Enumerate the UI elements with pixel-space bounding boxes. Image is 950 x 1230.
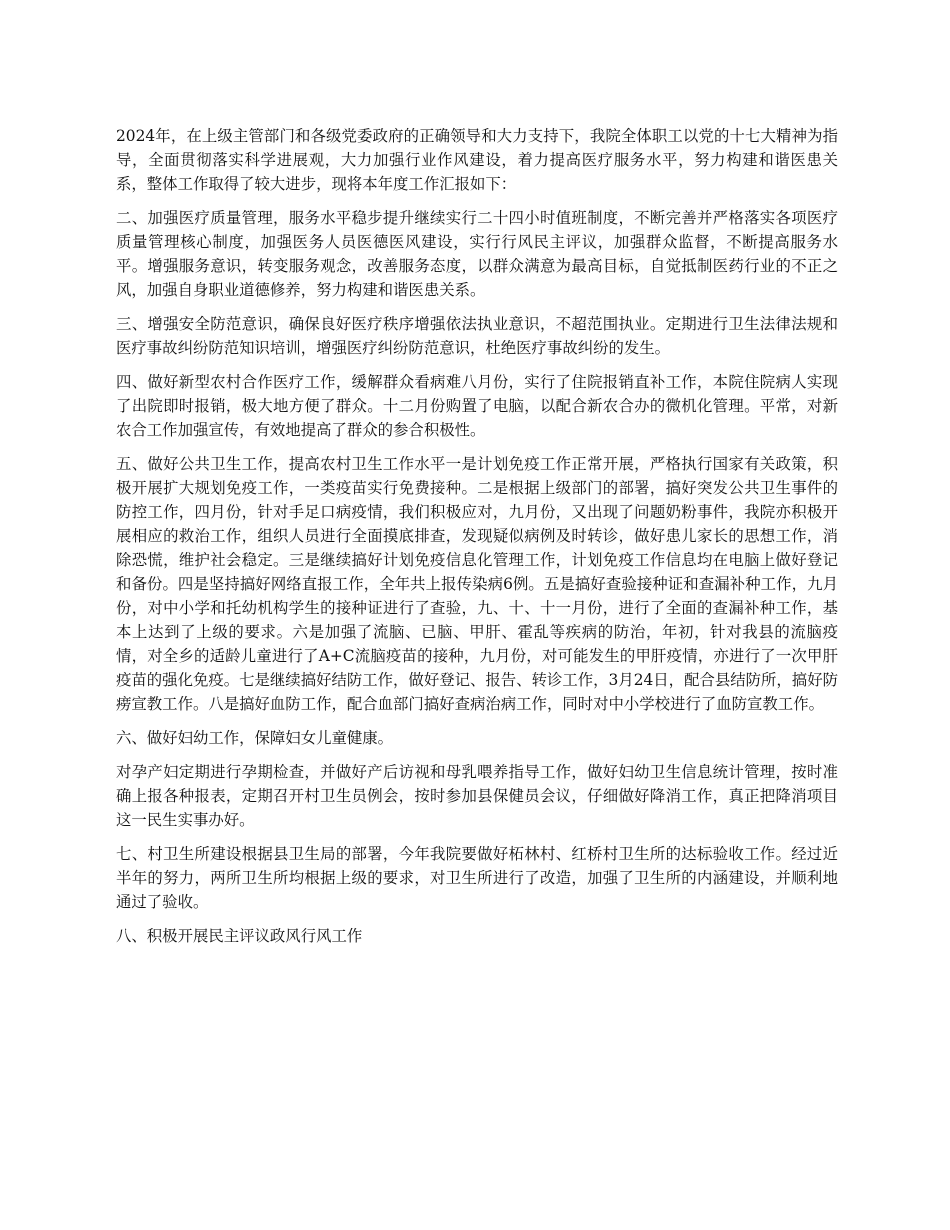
- section-8-heading: 八、积极开展民主评议政风行风工作: [116, 927, 363, 945]
- section-3-paragraph: 三、增强安全防范意识，确保良好医疗秩序增强依法执业意识，不超范围执业。定期进行卫生法律法规和医疗事故纠纷防范知识培训，增强医疗纠纷防范意识，杜绝医疗事故纠纷的发生。: [116, 315, 838, 357]
- document-body: [116, 124, 838, 958]
- section-6-paragraph: 对孕产妇定期进行孕期检查，并做好产后访视和母乳喂养指导工作，做好妇幼卫生信息统计管理，按时准确上报各种报表，定期召开村卫生员例会，按时参加县保健员会议，仔细做好降消工作，真正把降消项目这一民生实事办好。: [116, 763, 838, 829]
- section-2-paragraph: 二、加强医疗质量管理，服务水平稳步提升继续实行二十四小时值班制度，不断完善并严格落实各项医疗质量管理核心制度，加强医务人员医德医风建设，实行行风民主评议，加强群众监督，不断提高服务水平。增强服务意识，转变服务观念，改善服务态度，以群众满意为最高目标，自觉抵制医药行业的不正之风，加强自身职业道德修养，努力构建和谐医患关系。: [116, 209, 838, 299]
- section-6-heading: 六、做好妇幼工作，保障妇女儿童健康。: [116, 729, 394, 747]
- section-7-paragraph: 七、村卫生所建设根据县卫生局的部署，今年我院要做好柘林村、红桥村卫生所的达标验收工作。经过近半年的努力，两所卫生所均根据上级的要求，对卫生所进行了改造，加强了卫生所的内涵建设，并顺利地通过了验收。: [116, 845, 838, 911]
- intro-paragraph: 2024年，在上级主管部门和各级党委政府的正确领导和大力支持下，我院全体职工以党的十七大精神为指导，全面贯彻落实科学进展观，大力加强行业作风建设，着力提高医疗服务水平，努力构建和谐医患关系，整体工作取得了较大进步，现将本年度工作汇报如下：: [116, 127, 838, 193]
- section-5-paragraph: 五、做好公共卫生工作，提高农村卫生工作水平一是计划免疫工作正常开展，严格执行国家有关政策，积极开展扩大规划免疫工作，一类疫苗实行免费接种。二是根据上级部门的部署，搞好突发公共卫生事件的防控工作，四月份，针对手足口病疫情，我们积极应对，九月份，又出现了问题奶粉事件，我院亦积极开展相应的救治工作，组织人员进行全面摸底排查，发现疑似病例及时转诊，做好患儿家长的思想工作，消除恐慌，维护社会稳定。三是继续搞好计划免疫信息化管理工作，计划免疫工作信息均在电脑上做好登记和备份。四是坚持搞好网络直报工作，全年共上报传染病6例。五是搞好查验接种证和查漏补种工作，九月份，对中小学和托幼机构学生的接种证进行了查验，九、十、十一月份，进行了全面的查漏补种工作，基本上达到了上级的要求。六是加强了流脑、已脑、甲肝、霍乱等疾病的防治，年初，针对我县的流脑疫情，对全乡的适龄儿童进行了A+C流脑疫苗的接种，九月份，对可能发生的甲肝疫情，亦进行了一次甲肝疫苗的强化免疫。七是继续搞好结防工作，做好登记、报告、转诊工作，3月24日，配合县结防所，搞好防痨宣教工作。八是搞好血防工作，配合血部门搞好查病治病工作，同时对中小学校进行了血防宣教工作。: [116, 455, 838, 713]
- section-4-paragraph: 四、做好新型农村合作医疗工作，缓解群众看病难八月份，实行了住院报销直补工作，本院住院病人实现了出院即时报销，极大地方便了群众。十二月份购置了电脑，以配合新农合办的微机化管理。平常，对新农合工作加强宣传，有效地提高了群众的参合积极性。: [116, 373, 838, 439]
